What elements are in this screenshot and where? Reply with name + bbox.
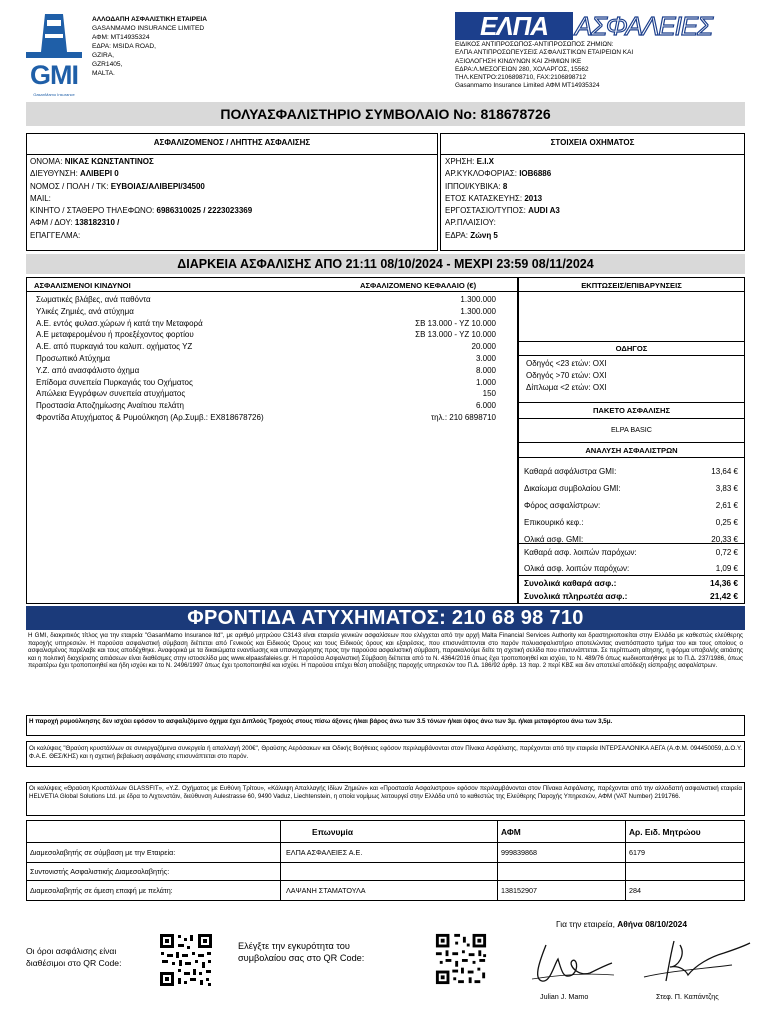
intermediary-afm: 138152907	[501, 886, 537, 895]
for-company: Για την εταιρεία,	[556, 919, 615, 929]
risk-value: ΣΒ 13.000 - ΥΖ 10.000	[415, 318, 496, 328]
signature-caption	[556, 919, 687, 929]
gmi-line: ΕΔΡΑ: MSIDA ROAD,	[92, 43, 157, 50]
elpa-logo-left: ΕΛΠΑ	[455, 12, 573, 40]
risk-value: 1.300.000	[460, 295, 496, 304]
risk-value: ΣΒ 13.000 - ΥΖ 10.000	[415, 330, 496, 340]
insured-address-row: ΔΙΕΥΘΥΝΣΗ: ΑΛΙΒΕΡΙ 0	[30, 169, 119, 179]
risk-value: 6.000	[475, 401, 496, 411]
insured-mail-row: MAIL:	[30, 193, 51, 203]
qr-code-icon	[158, 932, 214, 988]
premium-label: Καθαρά ασφάλιστρα GMI:	[524, 467, 617, 476]
gmi-line: ΑΦΜ: MT14935324	[92, 34, 150, 41]
premium-value: 20,33 €	[711, 535, 738, 544]
premium-labels-2	[524, 545, 637, 577]
gmi-line: ΑΛΛΟΔΑΠΗ ΑΣΦΑΛΙΣΤΙΚΗ ΕΤΑΙΡΕΙΑ	[92, 16, 207, 23]
gmi-line: GASANMAMO INSURANCE LIMITED	[92, 25, 205, 32]
risks-header-right: ΑΣΦΑΛΙΖΟΜΕΝΟ ΚΕΦΑΛΑΙΟ (€)	[360, 281, 477, 290]
premium-label: Καθαρά ασφ. λοιπών παρόχων:	[524, 548, 637, 557]
premium-values-2	[660, 545, 738, 577]
premium-label: Δικαίωμα συμβολαίου GMI:	[524, 484, 621, 493]
signer-2-name: Στεφ. Π. Καπάντζης	[656, 992, 719, 1001]
risk-value: 1.000	[475, 377, 496, 387]
insured-region-row: ΝΟΜΟΣ / ΠΟΛΗ / ΤΚ: ΕΥΒΟΙΑΣ/ΑΛΙΒΕΡΙ/34500	[30, 181, 205, 191]
risk-row: Προσωπικό Ατύχημα	[36, 353, 111, 363]
driver-row: Οδηγός >70 ετών: ΟΧΙ	[526, 371, 607, 380]
place-date: Αθήνα 08/10/2024	[617, 919, 687, 929]
gmi-logo-sub: GasanMamo Insurance	[33, 92, 75, 97]
vehicle-vin-row: ΑΡ.ΠΛΑΙΣΙΟΥ:	[445, 218, 496, 228]
premium-value: 3,83 €	[715, 484, 738, 493]
intermediary-name: ΛΑΨΑΝΗ ΣΤΑΜΑΤΟΥΛΑ	[286, 886, 366, 895]
risk-row: Σωματικές βλάβες, ανά παθόντα	[36, 295, 151, 304]
package-value: ELPA BASIC	[610, 425, 652, 434]
premium-label: Ολικά ασφ. λοιπών παρόχων:	[524, 564, 630, 573]
gmi-logo-text: GMI	[30, 60, 78, 90]
elpa-info	[455, 41, 633, 91]
total-net-label: Συνολικά καθαρά ασφ.:	[524, 578, 617, 588]
duration-banner: ΔΙΑΡΚΕΙΑ ΑΣΦΑΛΙΣΗΣ ΑΠΟ 21:11 08/10/2024 - ΜΕΧΡΙ 23:59 08/11/2024	[26, 254, 745, 274]
risk-row: Α.Ε. από πυρκαγιά του καλυπ. οχήματος ΥΖ	[36, 342, 193, 352]
vehicle-year-row: ΕΤΟΣ ΚΑΤΑΣΚΕΥΗΣ: 2013	[445, 193, 543, 203]
intermediary-role: Συντονιστής Ασφαλιστικής Διαμεσολαβητής:	[30, 867, 170, 876]
total-pay-label: Συνολικά πληρωτέα ασφ.:	[524, 591, 628, 601]
risk-value: 150	[482, 389, 496, 399]
signer-1-name: Julian J. Mamo	[540, 992, 589, 1001]
intermediary-afm: 999839868	[501, 848, 537, 857]
premium-value: 0,25 €	[715, 518, 738, 527]
risks-header-left: ΑΣΦΑΛΙΣΜΕΝΟΙ ΚΙΝΔΥΝΟΙ	[34, 281, 131, 290]
risk-row: Υλικές Ζημιές, ανά ατύχημα	[36, 306, 134, 316]
premium-label: Φόρος ασφαλίστρων:	[524, 501, 601, 510]
intermediary-reg: 284	[629, 886, 641, 895]
legal-paragraph-4: Οι καλύψεις «Θραύση Κρυστάλλων GLASSFIT», «Υ.Ζ. Οχήματος με Ευθύνη Τρίτου», «Κάλυψη Απαλλαγής Ιδίων Ζημιών» και «Προστασία Ασφαλιστρου» εφόσον περιλαμβάνονται στον Πίνακα Ασφάλισης, παρέχονται από την αλλοδαπή ασφαλιστική εταιρεία HELVETIA Global Solutions Ltd. με έδρα το Λιχτενστάιν, διεύθυνση Aulestrasse 60, 9490 Vaduz, Liechtenstein, η οποία νομίμως λειτουργεί στην Ελλάδα υπό το καθεστώς της Ελεύθερης Παροχής Υπηρεσιών, ΑΦΜ (VAT Number) 2191766.	[29, 785, 742, 800]
risk-value: 20.000	[471, 342, 496, 352]
total-net-value: 14,36 €	[710, 578, 738, 588]
elpa-line: ΕΔΡΑ:Λ.ΜΕΣΟΓΕΙΩΝ 280, ΧΟΛΑΡΓΟΣ, 15562	[455, 65, 589, 73]
vehicle-rows	[445, 156, 560, 242]
driver-row: Οδηγός <23 ετών: ΟΧΙ	[526, 359, 607, 368]
risk-row: Α.Ε μεταφερομένου ή προεξέχοντος φορτίου	[36, 330, 194, 340]
premium-value: 1,09 €	[715, 564, 738, 573]
intermediary-name: ΕΛΠΑ ΑΣΦΑΛΕΙΕΣ Α.Ε.	[286, 848, 363, 857]
premium-header: ΑΝΑΛΥΣΗ ΑΣΦΑΛΙΣΤΡΩΝ	[585, 446, 678, 455]
risk-value: 3.000	[475, 353, 496, 363]
elpa-line: ΕΛΠΑ ΑΝΤΙΠΡΟΣΩΠΕΥΣΕΙΣ ΑΣΦΑΛΙΣΤΙΚΩΝ ΕΤΑΙΡΕΙΩΝ ΚΑΙ	[455, 49, 634, 57]
premium-labels	[524, 463, 621, 548]
col-header-name: Επωνυμία	[312, 827, 353, 837]
risk-row: Υ.Ζ. από ανασφάλιστο όχημα	[36, 365, 140, 375]
legal-paragraph-3: Οι καλύψεις "Θραύση κρυστάλλων σε συνεργαζόμενα συνεργεία ή απαλλαγή 200€", Θραύσης Αερόσακων και Οδικής Βοήθειας εφόσον περιλαμβάνονται στον Πίνακα Ασφάλισης, παρέχονται από την εταιρεία ΙΝΤΕΡΣΑΛΟΝΙΚΑ ΑΕΓΑ (Α.Φ.Μ. 094450059, Δ.Ο.Υ. Φ.Α.Ε. ΘΕΣ/ΚΗΣ) και η σχετική βεβαίωση ασφάλισης επισυνάπτεται στο παρόν.	[29, 745, 742, 760]
legal-paragraph-2: Η παροχή ρυμούλκησης δεν ισχύει εφόσον το ασφαλιζόμενο όχημα έχει Διπλούς Τροχούς στους πίσω άξονες ή/και βάρος άνω των 3.5 τόνων ή/και ύψος άνω των 3μ. ή/και μεταφόρτου άνω των 3,5μ.	[29, 718, 613, 725]
qr-code-icon	[434, 932, 488, 986]
vehicle-use-row: ΧΡΗΣΗ: Ε.Ι.Χ	[445, 157, 494, 166]
qr-validity-text: Ελέγξτε την εγκυρότητα του συμβολαίου σας στο QR Code:	[238, 941, 365, 963]
insured-job-row: ΕΠΑΓΓΕΛΜΑ:	[30, 230, 81, 240]
risk-row: Α.Ε. εντός φυλασ.χώρων ή κατά την Μεταφορά	[36, 318, 203, 328]
risk-value: 1.300.000	[460, 306, 496, 316]
elpa-logo-right: ΑΣΦΑΛΕΙΕΣ	[575, 11, 712, 41]
vehicle-make-row: ΕΡΓΟΣΤΑΣΙΟ/ΤΥΠΟΣ: AUDI A3	[445, 206, 560, 216]
risk-row: Απώλεια Εγγράφων συνεπεία ατυχήματος	[36, 389, 186, 399]
discounts-header: ΕΚΠΤΩΣΕΙΣ/ΕΠΙΒΑΡΥΝΣΕΙΣ	[581, 281, 682, 290]
gmi-line: GZR1405,	[92, 61, 123, 68]
package-header: ΠΑΚΕΤΟ ΑΣΦΑΛΙΣΗΣ	[592, 406, 671, 415]
premium-label: Ολικά ασφ. GMI:	[524, 535, 584, 544]
premium-values	[660, 463, 738, 548]
gmi-company-info	[92, 15, 207, 78]
premium-value: 13,64 €	[711, 467, 738, 476]
premium-label: Επικουρικό κεφ.:	[524, 518, 584, 527]
driver-row: Δίπλωμα <2 ετών: ΟΧΙ	[526, 383, 607, 392]
insured-header: ΑΣΦΑΛΙΖΟΜΕΝΟΣ / ΛΗΠΤΗΣ ΑΣΦΑΛΙΣΗΣ	[153, 138, 311, 147]
premium-value: 2,61 €	[715, 501, 738, 510]
col-header-afm: ΑΦΜ	[501, 827, 521, 837]
elpa-line: ΑΞΙΟΛΟΓΗΣΗ ΚΙΝΔΥΝΩΝ ΚΑΙ ΖΗΜΙΩΝ ΙΚΕ	[455, 57, 582, 65]
driver-header: ΟΔΗΓΟΣ	[615, 344, 648, 353]
handwritten-signature-icon	[528, 935, 614, 987]
signature-1	[528, 935, 614, 987]
qr-terms-text: Οι όροι ασφάλισης είναι διαθέσιμοι στο QR Code:	[26, 946, 122, 968]
insured-phone-row: ΚΙΝΗΤΟ / ΣΤΑΘΕΡΟ ΤΗΛΕΦΩΝΟ: 6986310025 / 2223023369	[30, 206, 253, 216]
col-header-reg: Αρ. Ειδ. Μητρώου	[629, 827, 701, 837]
insured-rows	[30, 156, 252, 242]
intermediary-role: Διαμεσολαβητής σε άμεση επαφή με πελάτη:	[30, 886, 173, 895]
premium-value: 0,72 €	[715, 548, 738, 557]
intermediary-reg: 6179	[629, 848, 645, 857]
assistance-banner: ΦΡΟΝΤΙΔΑ ΑΤΥΧΗΜΑΤΟΣ: 210 68 98 710	[26, 606, 745, 630]
insured-name-row: ΟΝΟΜΑ: ΝΙΚΑΣ ΚΩΝΣΤΑΝΤΙΝΟΣ	[30, 157, 154, 166]
handwritten-signature-icon	[640, 935, 752, 987]
total-pay-value: 21,42 €	[710, 591, 738, 601]
elpa-logo	[455, 12, 749, 40]
elpa-line: ΕΙΔΙΚΟΣ ΑΝΤΙΠΡΟΣΩΠΟΣ-ΑΝΤΙΠΡΟΣΩΠΟΣ ΖΗΜΙΩΝ:	[455, 41, 614, 48]
gmi-logo	[23, 12, 85, 100]
policy-title: ΠΟΛΥΑΣΦΑΛΙΣΤΗΡΙΟ ΣΥΜΒΟΛΑΙΟ No: 818678726	[26, 102, 745, 126]
elpa-line: Gasanmamo Insurance Limited ΑΦΜ MT14935324	[455, 82, 600, 90]
vehicle-hp-row: ΙΠΠΟΙ/ΚΥΒΙΚΑ: 8	[445, 181, 508, 191]
risk-value: 8.000	[475, 365, 496, 375]
intermediary-role: Διαμεσολαβητής σε σύμβαση με την Εταιρεία:	[30, 848, 176, 857]
vehicle-header: ΣΤΟΙΧΕΙΑ ΟΧΗΜΑΤΟΣ	[550, 138, 635, 147]
insured-afm-row: ΑΦΜ / ΔΟΥ: 138182310 /	[30, 218, 120, 228]
risk-row: Επίδομα συνεπεία Πυρκαγιάς του Οχήματος	[36, 377, 193, 387]
risks-values	[360, 294, 496, 424]
risk-row: Φροντίδα Ατυχήματος & Ρυμούλκηση (Αρ.Συμβ.: EX818678726)	[36, 412, 264, 422]
signature-2	[640, 935, 752, 987]
qr-terms-code[interactable]	[158, 932, 214, 988]
vehicle-plate-row: ΑΡ.ΚΥΚΛΟΦΟΡΙΑΣ: ΙΟΒ6886	[445, 169, 552, 179]
risks-names	[36, 294, 264, 424]
qr-validity-code[interactable]	[434, 932, 488, 986]
legal-paragraph-1: Η GMI, διακριτικός τίτλος για την εταιρεία "GasanMamo Insurance ltd", με αριθμό μητρώου C3143 είναι εταιρεία γενικών ασφαλίσεων που ελέγχεται από την αρχή Malta Financial Services Authority και δραστηριοποιείται στην Ελλάδα με καθεστώς ελεύθερης παροχής υπηρεσιών. Η παρούσα ασφαλιστική σύμβαση διέπεται από Γενικούς και Ειδικούς Όρους και τους Ειδικούς όρους και εξαιρέσεις, που επισυνάπτονται στο παρόν πολυασφαλιστήριο αποτελώντας αναπόσπαστο τμήμα του και τους οποίους ο ασφαλισμένος παρέλαβε και τους αποδέχθηκε. Αναφορικά με τα δικαιώματα εναντίωσης και υπαναχώρησης προς την παρούσα ασφαλιστική σύμβαση, παρακαλούμε δείτε τη σχετική σελίδα που επισυνάπτεται. Σε περίπτωση αίτησης, η φόρμα υποβολής αιτιάσης και η πολιτική διαχείρισης αιτιάσεων είναι διαθέσιμες στην ιστοσελίδα μας www.elpaasfaleies.gr. Η παρούσα Ασφαλιστική Σύμβαση διέπεται από το Ν. 4364/2016 όπως έχει τροποποιηθεί και ισχύει, το Ν. 489/76 όπως κωδικοποιήθηκε με το Π.Δ. 237/1986, όπως περαιτέρω έχει τροποποιηθεί και ήδη ισχύει και το Ν. 2496/1997 όπως έχει τροποποιηθεί και ισχύει. Η παρούσα επέχει θέση αποδείξης παροχής υπηρεσιών του Π.Δ. 186/92 άρθρ. 13 παρ. 2 περί ΚΒΣ και δεν αποτελεί απόδειξη είσπραξης ασφαλίστρων.	[28, 632, 743, 670]
risk-value: τηλ.: 210 6898710	[431, 412, 496, 422]
driver-rows	[526, 358, 607, 394]
risk-row: Προστασία Αποζημίωσης Αναίτιου πελάτη	[36, 401, 184, 411]
elpa-line: ΤΗΛ.ΚΕΝΤΡΟ:2106898710, FAX:2106898712	[455, 74, 587, 82]
vehicle-zone-row: ΕΔΡΑ: Ζώνη 5	[445, 230, 498, 240]
gmi-line: GZIRA,	[92, 52, 114, 59]
gmi-line: MALTA.	[92, 70, 115, 77]
